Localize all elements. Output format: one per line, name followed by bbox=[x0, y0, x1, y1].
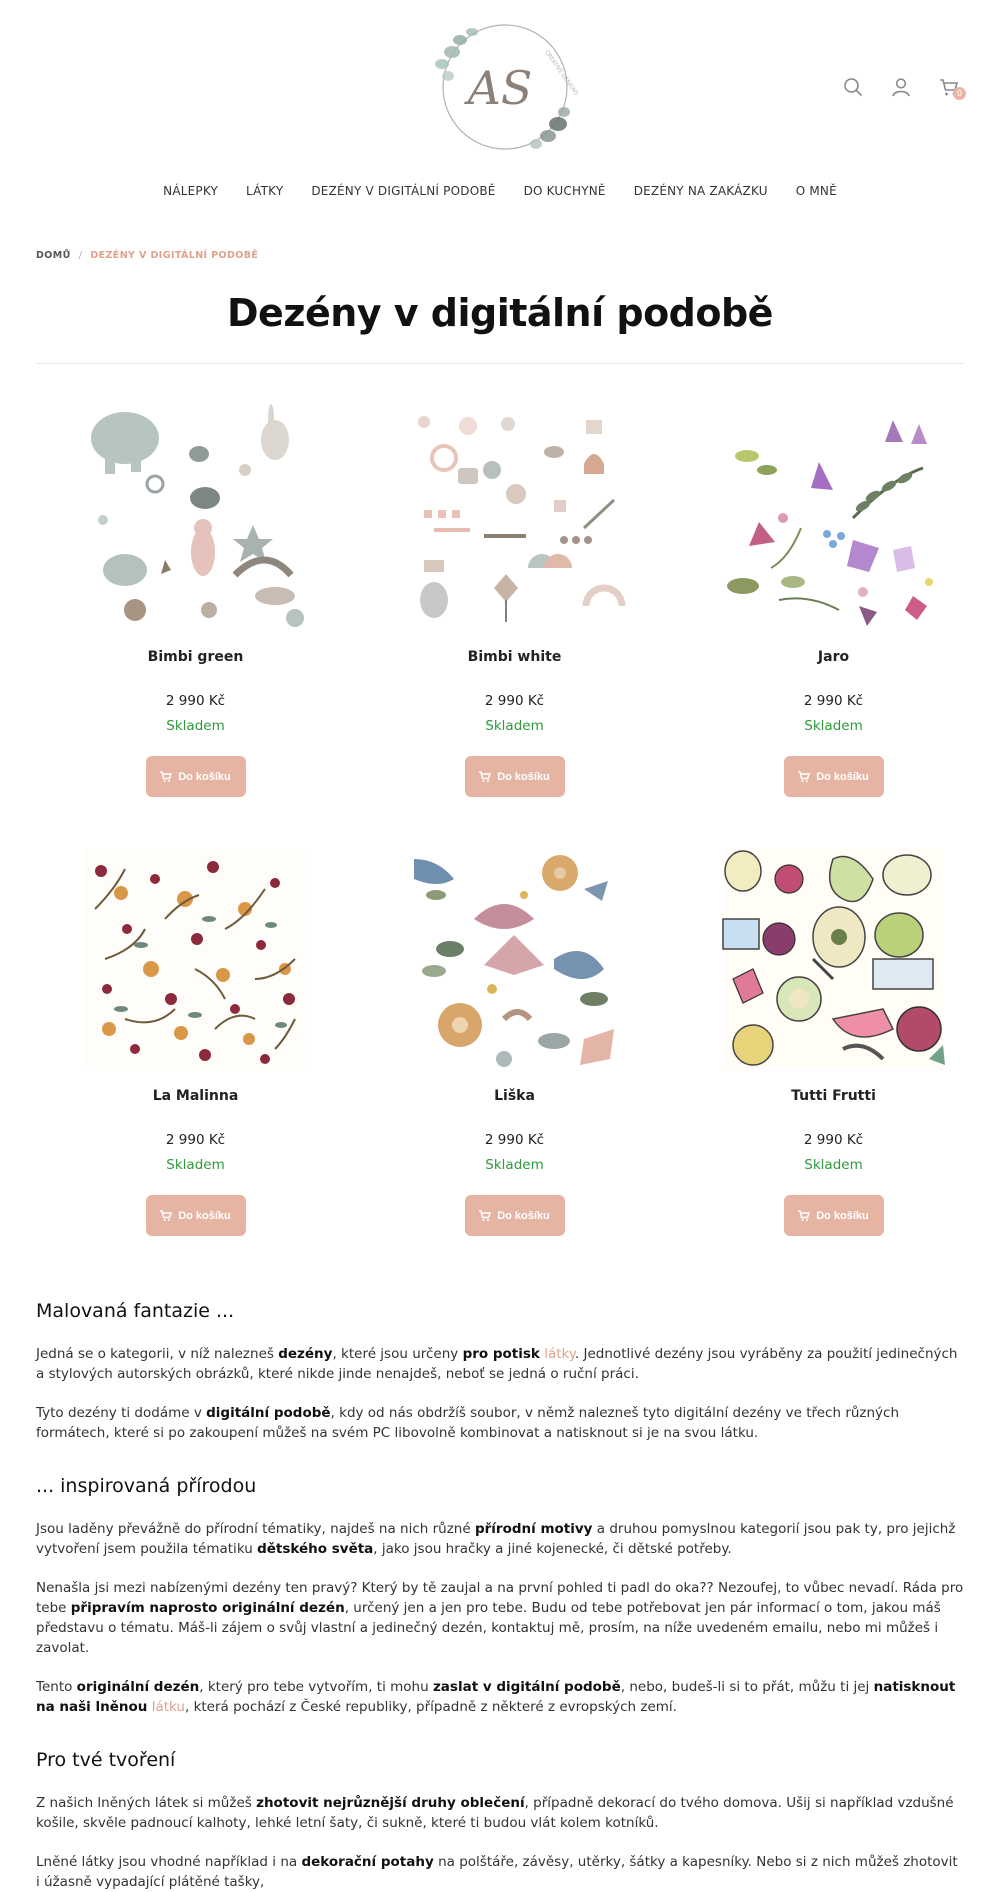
nav-item-dezeny-digitalni[interactable]: DEZÉNY V DIGITÁLNÍ PODOBĚ bbox=[311, 184, 496, 198]
product-name[interactable]: La Malinna bbox=[152, 1088, 239, 1104]
paragraph: Tento originální dezén, který pro tebe vytvořím, ti mohu zaslat v digitální podobě, nebo, budeš-li si to přát, můžu ti jej natisknout na naši lněnou látku, která pochází z České republiky, případně z některé z evropských zemí. bbox=[36, 1679, 956, 1715]
site-header bbox=[0, 0, 1000, 170]
cart-icon bbox=[479, 771, 491, 783]
nav-item-latky[interactable]: LÁTKY bbox=[246, 184, 284, 198]
logo-monogram: AS bbox=[467, 61, 533, 115]
product-stock-status: Skladem bbox=[804, 1157, 863, 1173]
add-to-cart-button[interactable] bbox=[146, 756, 246, 797]
product-grid bbox=[36, 410, 964, 1236]
cart-icon bbox=[160, 1210, 172, 1222]
product-card bbox=[674, 410, 993, 797]
paragraph: Tyto dezény ti dodáme v digitální podobě, kdy od nás obdržíš soubor, v němž nalezneš tyto digitální dezény ve třech různých formátech, které si po zakoupení můžeš na svém PC libovolně kombinovat a natisknout si je na svou látku. bbox=[36, 1405, 900, 1441]
add-to-cart-label: Do košíku bbox=[178, 1209, 231, 1222]
product-card bbox=[355, 410, 674, 797]
product-image-tutti-frutti[interactable] bbox=[723, 849, 944, 1070]
product-image-jaro[interactable] bbox=[723, 410, 944, 631]
cart-icon bbox=[798, 1210, 810, 1222]
main-navigation bbox=[0, 184, 1000, 212]
product-name[interactable]: Jaro bbox=[817, 649, 850, 665]
paragraph: Nenašla jsi mezi nabízenými dezény ten pravý? Který by tě zaujal a na první pohled ti padl do oka?? Nezoufej, to vůbec nevadí. Ráda pro tebe připravím naprosto originální dezén, určený jen a jen pro tebe. Budu od tebe potřebovat jen pár informací o tom, jakou máš představu o tématu. Máš-li zájem o svůj vlastní a jedinečný dezén, kontaktuj mě, prosím, na níže uvedeném emailu, nebo mi můžeš i zavolat. bbox=[36, 1580, 964, 1656]
cart-icon[interactable] bbox=[938, 76, 963, 98]
paragraph: Jsou laděny převážně do přírodní tématiky, najdeš na nich různé přírodní motivy a druhou pomyslnou kategorií jsou pak ty, pro jejichž vytvoření jsem použila tématiku dětského světa, jako jsou hračky a jiné kojenecké, či dětské potřeby. bbox=[36, 1521, 956, 1557]
add-to-cart-button[interactable] bbox=[146, 1195, 246, 1236]
add-to-cart-button[interactable] bbox=[465, 756, 565, 797]
title-divider bbox=[36, 363, 964, 364]
product-card bbox=[36, 410, 355, 797]
logo-ring-text: CREATIVE DESIGNS bbox=[543, 49, 579, 97]
product-card bbox=[674, 849, 993, 1236]
add-to-cart-label: Do košíku bbox=[816, 770, 869, 783]
breadcrumb-current: DEZÉNY V DIGITÁLNÍ PODOBĚ bbox=[90, 250, 259, 261]
add-to-cart-label: Do košíku bbox=[497, 770, 550, 783]
product-price: 2 990 Kč bbox=[165, 693, 226, 709]
product-name[interactable]: Tutti Frutti bbox=[791, 1088, 876, 1104]
user-account-icon[interactable] bbox=[890, 76, 912, 98]
section-heading: Malovaná fantazie ... bbox=[36, 1300, 235, 1322]
cart-icon bbox=[798, 771, 810, 783]
nav-item-o-mne[interactable]: O MNĚ bbox=[795, 184, 837, 198]
section-heading: Pro tvé tvoření bbox=[36, 1749, 176, 1771]
nav-item-do-kuchyne[interactable]: DO KUCHYNĚ bbox=[523, 184, 606, 198]
cart-icon bbox=[160, 771, 172, 783]
add-to-cart-button[interactable] bbox=[465, 1195, 565, 1236]
product-stock-status: Skladem bbox=[166, 1157, 225, 1173]
product-stock-status: Skladem bbox=[804, 718, 863, 734]
product-stock-status: Skladem bbox=[485, 1157, 544, 1173]
product-card bbox=[355, 849, 674, 1236]
product-price: 2 990 Kč bbox=[484, 693, 545, 709]
paragraph: Lněné látky jsou vhodné například i na dekorační potahy na polštáře, závěsy, utěrky, šátky a kapesníky. Nebo si z nich můžeš zhotovit i úžasně vypadající plátěné tašky, bbox=[36, 1854, 958, 1890]
latky-link[interactable]: látky bbox=[544, 1346, 575, 1362]
product-price: 2 990 Kč bbox=[165, 1132, 226, 1148]
breadcrumb-home[interactable]: DOMŮ bbox=[36, 250, 71, 261]
section-heading: ... inspirovaná přírodou bbox=[36, 1475, 257, 1497]
cart-count-badge: 0 bbox=[953, 87, 966, 100]
nav-item-nalepky[interactable]: NÁLEPKY bbox=[163, 184, 219, 198]
breadcrumb-separator: / bbox=[78, 250, 83, 261]
search-icon[interactable] bbox=[842, 76, 864, 98]
product-price: 2 990 Kč bbox=[803, 693, 864, 709]
breadcrumb bbox=[36, 250, 1000, 261]
cart-icon bbox=[479, 1210, 491, 1222]
add-to-cart-label: Do košíku bbox=[816, 1209, 869, 1222]
product-name[interactable]: Bimbi white bbox=[467, 649, 562, 665]
add-to-cart-label: Do košíku bbox=[497, 1209, 550, 1222]
product-stock-status: Skladem bbox=[485, 718, 544, 734]
page-title: Dezény v digitální podobě bbox=[227, 291, 773, 335]
add-to-cart-button[interactable] bbox=[784, 756, 884, 797]
site-logo[interactable] bbox=[430, 12, 580, 162]
product-image-bimbi-white[interactable] bbox=[404, 410, 625, 631]
header-actions bbox=[842, 76, 963, 98]
product-name[interactable]: Liška bbox=[494, 1088, 535, 1104]
paragraph: Jedná se o kategorii, v níž nalezneš dezény, které jsou určeny pro potisk látky. Jednotlivé dezény jsou vyráběny za použití jedinečných a stylových autorských obrázků, které nikde jinde nenajdeš, neboť se jedná o ruční práci. bbox=[36, 1346, 958, 1382]
product-image-bimbi-green[interactable] bbox=[85, 410, 306, 631]
product-stock-status: Skladem bbox=[166, 718, 225, 734]
latku-link[interactable]: látku bbox=[151, 1699, 185, 1715]
category-description bbox=[36, 1300, 964, 1892]
product-price: 2 990 Kč bbox=[484, 1132, 545, 1148]
product-name[interactable]: Bimbi green bbox=[147, 649, 244, 665]
product-price: 2 990 Kč bbox=[803, 1132, 864, 1148]
add-to-cart-label: Do košíku bbox=[178, 770, 231, 783]
product-image-la-malinna[interactable] bbox=[85, 849, 306, 1070]
paragraph: Z našich lněných látek si můžeš zhotovit nejrůznější druhy oblečení, případně dekorací do tvého domova. Ušij si například vzdušné košile, skvěle padnoucí kalhoty, lehké letní šaty, či sukně, které ti budou vlát kolem kotníků. bbox=[36, 1795, 954, 1831]
add-to-cart-button[interactable] bbox=[784, 1195, 884, 1236]
product-card bbox=[36, 849, 355, 1236]
product-image-liska[interactable] bbox=[404, 849, 625, 1070]
nav-item-dezeny-zakazku[interactable]: DEZÉNY NA ZAKÁZKU bbox=[633, 184, 768, 198]
